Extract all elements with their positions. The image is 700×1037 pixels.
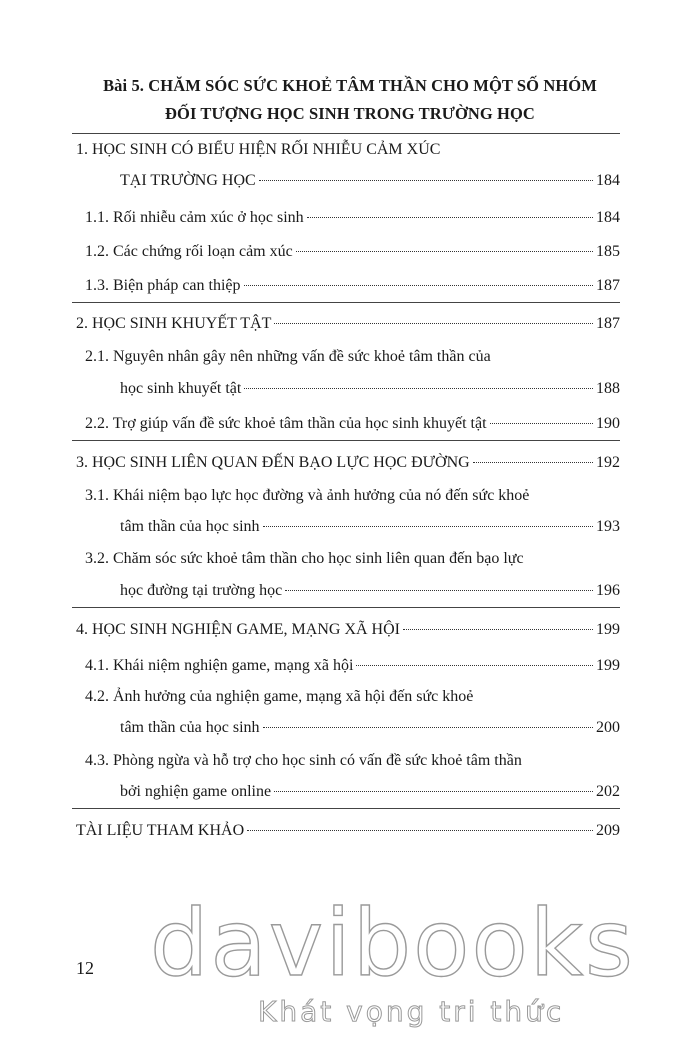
dot-leader: [285, 574, 593, 591]
dot-leader: [296, 235, 593, 252]
toc-item-4-3-line-1: 4.3. Phòng ngừa và hỗ trợ cho học sinh có vấn đề sức khoẻ tâm thần: [85, 752, 522, 769]
dot-leader: [473, 446, 593, 463]
toc-section-1-line-1: 1. HỌC SINH CÓ BIỂU HIỆN RỐI NHIỄU CẢM XÚC: [76, 141, 441, 158]
dot-leader: [490, 407, 593, 424]
toc-page-number: 199: [596, 657, 620, 674]
chapter-title-line-1: Bài 5. CHĂM SÓC SỨC KHOẺ TÂM THẦN CHO MỘT SỐ NHÓM: [103, 76, 597, 95]
toc-page-number: 184: [596, 209, 620, 226]
toc-page-number: 202: [596, 783, 620, 800]
page-number: 12: [76, 958, 94, 978]
dot-leader: [274, 775, 593, 792]
toc-page-number: 209: [596, 822, 620, 839]
toc-page-number: 187: [596, 277, 620, 294]
toc-item-1-2: 1.2. Các chứng rối loạn cảm xúc 185: [85, 239, 620, 263]
toc-section-2: 2. HỌC SINH KHUYẾT TẬT 187: [76, 311, 620, 335]
dot-leader: [263, 510, 593, 527]
dot-leader: [247, 814, 593, 831]
toc-page-number: 192: [596, 454, 620, 471]
toc-page-number: 196: [596, 582, 620, 599]
toc-page-number: 188: [596, 380, 620, 397]
toc-item-4-1: 4.1. Khái niệm nghiện game, mạng xã hội 199: [85, 653, 620, 677]
dot-leader: [307, 201, 593, 218]
toc-page-number: 193: [596, 518, 620, 535]
toc-page-number: 190: [596, 415, 620, 432]
toc-page-number: 184: [596, 172, 620, 189]
toc-page-number: 199: [596, 621, 620, 638]
toc-section-4: 4. HỌC SINH NGHIỆN GAME, MẠNG XÃ HỘI 199: [76, 617, 620, 641]
toc-item-3-2-line-1: 3.2. Chăm sóc sức khoẻ tâm thần cho học sinh liên quan đến bạo lực: [85, 550, 524, 567]
dot-leader: [274, 307, 593, 324]
dot-leader: [259, 164, 593, 181]
toc-page-number: 187: [596, 315, 620, 332]
section-divider: [72, 440, 620, 441]
toc-item-3-1: tâm thần của học sinh 193: [120, 514, 620, 538]
toc-page-number: 185: [596, 243, 620, 260]
watermark-tagline: Khát vọng tri thức: [258, 995, 565, 1028]
chapter-title-line-2: ĐỐI TƯỢNG HỌC SINH TRONG TRƯỜNG HỌC: [165, 104, 535, 123]
toc-item-2-1-line-1: 2.1. Nguyên nhân gây nên những vấn đề sức khoẻ tâm thần của: [85, 348, 491, 365]
watermark-logo: davibooks: [150, 890, 635, 997]
section-divider: [72, 808, 620, 809]
dot-leader: [356, 649, 593, 666]
toc-item-4-2: tâm thần của học sinh 200: [120, 715, 620, 739]
dot-leader: [263, 711, 593, 728]
toc-section-3: 3. HỌC SINH LIÊN QUAN ĐẾN BẠO LỰC HỌC ĐƯỜNG 192: [76, 450, 620, 474]
dot-leader: [244, 269, 593, 286]
section-divider: [72, 302, 620, 303]
toc-item-1-1: 1.1. Rối nhiễu cảm xúc ở học sinh 184: [85, 205, 620, 229]
toc-item-3-2: học đường tại trường học 196: [120, 578, 620, 602]
toc-item-4-2-line-1: 4.2. Ảnh hưởng của nghiện game, mạng xã hội đến sức khoẻ: [85, 688, 474, 705]
title-divider: [72, 133, 620, 134]
dot-leader: [403, 613, 593, 630]
toc-item-3-1-line-1: 3.1. Khái niệm bạo lực học đường và ảnh hưởng của nó đến sức khoẻ: [85, 487, 530, 504]
toc-section-1: TẠI TRƯỜNG HỌC 184: [120, 168, 620, 192]
toc-page-number: 200: [596, 719, 620, 736]
section-divider: [72, 607, 620, 608]
toc-item-2-2: 2.2. Trợ giúp vấn đề sức khoẻ tâm thần của học sinh khuyết tật 190: [85, 411, 620, 435]
toc-item-1-3: 1.3. Biện pháp can thiệp 187: [85, 273, 620, 297]
toc-item-2-1: học sinh khuyết tật 188: [120, 376, 620, 400]
toc-references: TÀI LIỆU THAM KHẢO 209: [76, 818, 620, 842]
toc-item-4-3: bởi nghiện game online 202: [120, 779, 620, 803]
dot-leader: [244, 372, 593, 389]
